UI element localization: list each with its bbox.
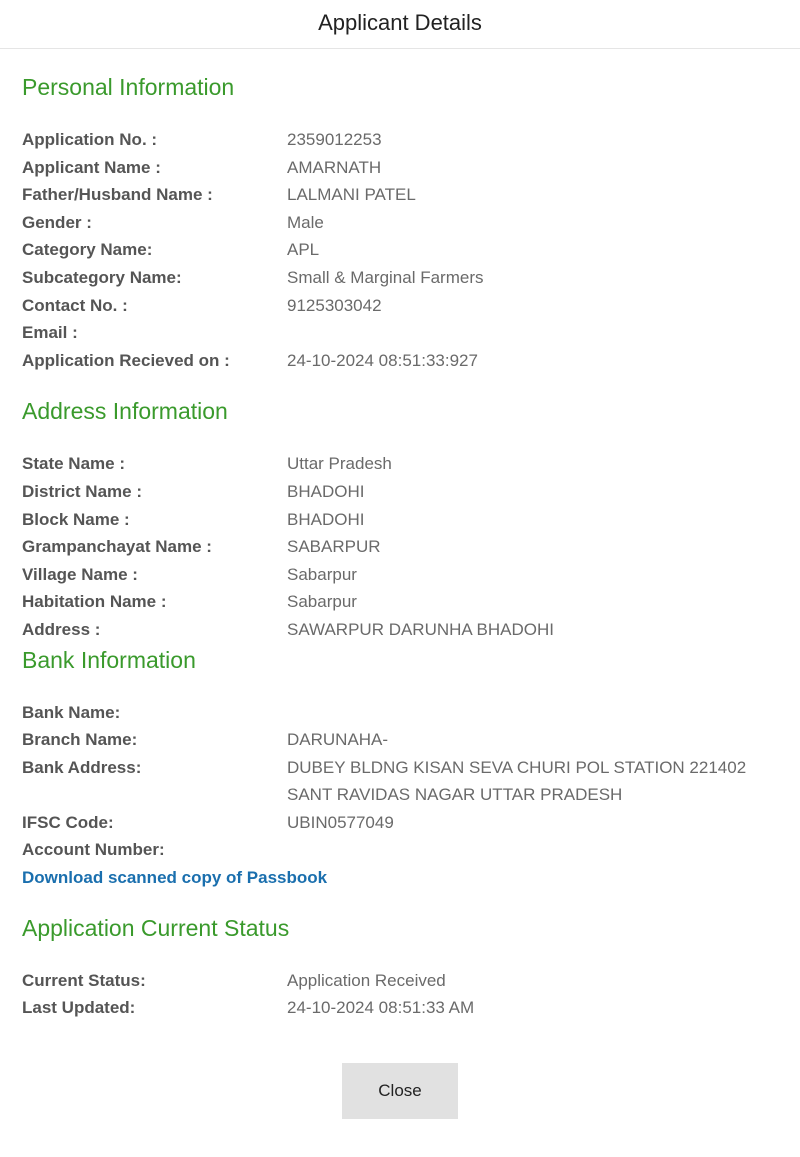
info-label: Contact No. : (22, 295, 128, 315)
info-value: Sabarpur (287, 592, 357, 612)
modal-title: Applicant Details (318, 10, 482, 35)
info-label: Bank Address: (22, 757, 142, 777)
info-value (287, 319, 778, 347)
info-value: Sabarpur (287, 564, 357, 584)
info-row-block-name (22, 506, 778, 534)
info-label: Category Name: (22, 240, 153, 260)
info-value: 24-10-2024 08:51:33:927 (287, 350, 478, 370)
info-label-text: Application Recieved on : (22, 350, 230, 370)
info-value: LALMANI PATEL (287, 185, 416, 205)
info-value: Small & Marginal Farmers (287, 267, 484, 287)
info-label: Email : (22, 323, 78, 343)
status-info-list (22, 967, 778, 1022)
info-row-state-name (22, 450, 778, 478)
info-row-category-name (22, 236, 778, 264)
info-label (22, 347, 287, 375)
personal-info-list (22, 126, 778, 374)
info-row-email (22, 319, 778, 347)
info-value: 2359012253 (287, 130, 382, 149)
info-value: SABARPUR (287, 537, 381, 557)
info-row-last-updated (22, 994, 778, 1022)
info-row-address (22, 616, 778, 644)
info-row-habitation-name (22, 588, 778, 616)
info-row-application-received-on (22, 347, 778, 375)
bank-info-list (22, 699, 778, 892)
info-value: APL (287, 240, 320, 260)
info-row-district-name (22, 478, 778, 506)
modal-header (0, 0, 800, 49)
close-button[interactable]: Close (342, 1063, 458, 1119)
info-value: 24-10-2024 08:51:33 AM (287, 998, 475, 1018)
info-value: 9125303042 (287, 295, 382, 315)
info-value: Application Received (287, 970, 446, 990)
info-label: Applicant Name : (22, 157, 161, 177)
info-label: Father/Husband Name : (22, 185, 213, 205)
info-row-application-no (22, 126, 778, 154)
info-label: Grampanchayat Name : (22, 537, 212, 557)
info-row-grampanchayat-name (22, 533, 778, 561)
info-value: DUBEY BLDNG KISAN SEVA CHURI POL STATION 221402 SANT RAVIDAS NAGAR UTTAR PRADESH (287, 757, 747, 805)
info-row-bank-address (22, 754, 778, 809)
info-row-account-number (22, 836, 778, 864)
info-value (287, 836, 778, 864)
info-row-ifsc-code (22, 809, 778, 837)
section-title-status: Application Current Status (22, 914, 290, 941)
info-label: Address : (22, 619, 101, 639)
info-label: Branch Name: (22, 730, 138, 750)
modal-body (0, 73, 800, 1022)
info-label: State Name : (22, 454, 125, 474)
info-row-contact-no (22, 292, 778, 320)
section-title-personal: Personal Information (22, 74, 235, 100)
info-row-bank-name (22, 699, 778, 727)
info-label: District Name : (22, 481, 142, 501)
info-label: Block Name : (22, 509, 130, 529)
download-passbook-link[interactable]: Download scanned copy of Passbook (22, 868, 328, 888)
address-info-list (22, 450, 778, 643)
info-value: Male (287, 212, 324, 232)
info-row-father-husband-name (22, 181, 778, 209)
info-value: BHADOHI (287, 481, 365, 501)
info-label: Current Status: (22, 970, 146, 990)
info-value: UBIN0577049 (287, 812, 394, 832)
section-title-bank: Bank Information (22, 646, 196, 673)
info-row-subcategory-name (22, 264, 778, 292)
info-row-village-name (22, 561, 778, 589)
info-value: BHADOHI (287, 509, 365, 529)
info-label: Account Number: (22, 840, 165, 860)
info-label: Habitation Name : (22, 592, 167, 612)
info-label: Gender : (22, 212, 92, 232)
info-value: AMARNATH (287, 157, 382, 177)
info-label: Bank Name: (22, 702, 121, 722)
info-label: Subcategory Name: (22, 267, 182, 287)
info-label: Village Name : (22, 564, 138, 584)
info-value: DARUNAHA- (287, 730, 389, 750)
info-label: Last Updated: (22, 998, 136, 1018)
info-row-current-status (22, 967, 778, 995)
info-row-branch-name (22, 726, 778, 754)
info-row-applicant-name (22, 154, 778, 182)
section-title-address: Address Information (22, 398, 228, 425)
info-label: IFSC Code: (22, 812, 114, 832)
info-label: Application No. : (22, 130, 158, 149)
info-value (287, 699, 778, 727)
info-value: Uttar Pradesh (287, 454, 392, 474)
info-value: SAWARPUR DARUNHA BHADOHI (287, 619, 554, 639)
info-row-gender (22, 209, 778, 237)
